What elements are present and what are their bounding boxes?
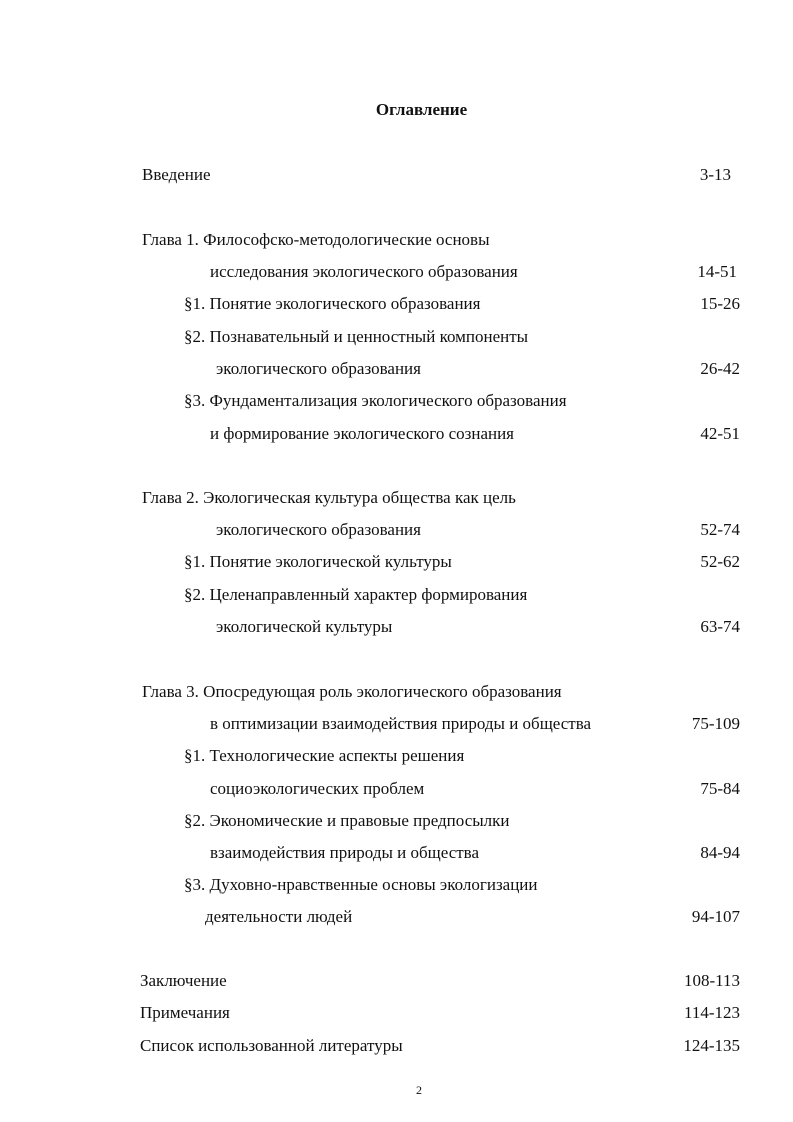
toc-entry (0, 810, 793, 832)
toc-entry (0, 551, 793, 573)
toc-entry (0, 616, 793, 638)
toc-entry (0, 487, 793, 509)
toc-entry (0, 358, 793, 380)
page-number: 2 (416, 1083, 422, 1097)
toc-entry-text: Глава 3. Опосредующая роль экологического образования (142, 682, 562, 701)
toc-entry (0, 713, 793, 735)
toc-entry-text: Глава 1. Философско-методологические основы (142, 230, 490, 249)
toc-entry-text: экологического образования (216, 359, 421, 378)
toc-entry-page: 124-135 (683, 1036, 740, 1055)
toc-entry-text: экологической культуры (216, 617, 393, 636)
toc-entry-text: §1. Технологические аспекты решения (184, 746, 465, 765)
toc-entry-page: 14-51 (697, 262, 737, 281)
toc-entry-text: Заключение (140, 971, 227, 990)
toc-entry-text: §3. Духовно-нравственные основы экологизации (184, 875, 538, 894)
toc-entry-text: Глава 2. Экологическая культура общества как цель (142, 488, 516, 507)
toc-entry-text: и формирование экологического сознания (210, 424, 514, 443)
toc-entry-text: Список использованной литературы (140, 1036, 403, 1055)
toc-entry-page: 75-109 (691, 714, 740, 733)
toc-entry-page: 26-42 (700, 359, 740, 378)
toc-entry-page: 3-13 (699, 165, 731, 184)
toc-entry-text: §1. Понятие экологического образования (184, 294, 481, 313)
toc-entry-text: §3. Фундаментализация экологического образования (184, 391, 567, 410)
toc-entry (0, 970, 793, 992)
toc-entry (0, 423, 793, 445)
toc-entry (0, 906, 793, 928)
toc-entry-page: 75-84 (700, 779, 740, 798)
toc-entry-text: Примечания (140, 1003, 230, 1022)
toc-entry (0, 584, 793, 606)
toc-entry (0, 842, 793, 864)
toc-entry-page: 108-113 (683, 971, 740, 990)
page-title: Оглавление (375, 100, 468, 119)
toc-entry (0, 229, 793, 251)
toc-entry (0, 745, 793, 767)
toc-entry-text: исследования экологического образования (210, 262, 518, 281)
toc-entry (0, 681, 793, 703)
toc-entry-page: 114-123 (683, 1003, 740, 1022)
toc-entry (0, 164, 793, 186)
toc-entry-text: §2. Познавательный и ценностный компоненты (184, 327, 529, 346)
toc-entry (0, 874, 793, 896)
toc-entry-text: в оптимизации взаимодействия природы и общества (210, 714, 592, 733)
toc-entry (0, 778, 793, 800)
toc-entry-text: §2. Экономические и правовые предпосылки (184, 811, 510, 830)
toc-entry-text: деятельности людей (205, 907, 353, 926)
toc-entry-text: §1. Понятие экологической культуры (184, 552, 452, 571)
toc-entry (0, 261, 793, 283)
toc-entry (0, 326, 793, 348)
toc-entry-page: 52-74 (700, 520, 740, 539)
toc-entry-text: экологического образования (216, 520, 421, 539)
toc-entry-page: 42-51 (700, 424, 740, 443)
toc-entry-page: 84-94 (700, 843, 740, 862)
toc-entry (0, 390, 793, 412)
toc-entry-text: социоэкологических проблем (210, 779, 425, 798)
toc-entry-page: 52-62 (700, 552, 740, 571)
toc-entry-page: 94-107 (691, 907, 740, 926)
toc-entry (0, 519, 793, 541)
toc-entry-text: §2. Целенаправленный характер формирования (184, 585, 528, 604)
toc-entry (0, 1002, 793, 1024)
toc-entry (0, 1035, 793, 1057)
toc-entry-text: Введение (142, 165, 211, 184)
toc-entry-page: 63-74 (700, 617, 740, 636)
toc-entry-text: взаимодействия природы и общества (210, 843, 480, 862)
toc-entry-page: 15-26 (700, 294, 740, 313)
toc-entry (0, 293, 793, 315)
